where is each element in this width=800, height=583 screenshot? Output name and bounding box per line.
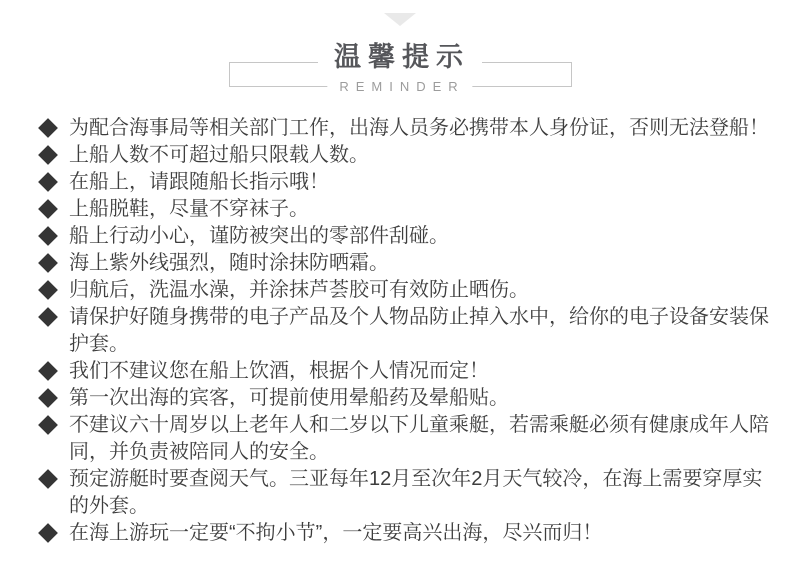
diamond-bullet-icon <box>38 253 58 273</box>
page-subtitle: REMINDER <box>327 80 472 93</box>
tip-item <box>38 277 773 304</box>
diamond-bullet-icon <box>38 226 58 246</box>
tip-item <box>38 385 773 412</box>
diamond-bullet-icon <box>38 145 58 165</box>
tip-text: 海上紫外线强烈，随时涂抹防晒霜。 <box>69 252 389 274</box>
tip-text: 在船上，请跟随船长指示哦！ <box>69 171 329 193</box>
tip-item <box>38 115 773 142</box>
diamond-bullet-icon <box>38 199 58 219</box>
tip-item <box>38 223 773 250</box>
tip-text: 请保护好随身携带的电子产品及个人物品防止掉入水中，给你的电子设备安装保护套。 <box>69 306 769 355</box>
tip-item <box>38 412 773 466</box>
diamond-bullet-icon <box>38 523 58 543</box>
diamond-bullet-icon <box>38 388 58 408</box>
tip-item <box>38 304 773 358</box>
tip-text: 第一次出海的宾客，可提前使用晕船药及晕船贴。 <box>69 387 509 409</box>
tip-text: 我们不建议您在船上饮酒，根据个人情况而定！ <box>69 360 489 382</box>
header-box <box>229 42 572 94</box>
tip-text: 上船人数不可超过船只限载人数。 <box>69 144 369 166</box>
tip-item <box>38 250 773 277</box>
diamond-bullet-icon <box>38 172 58 192</box>
tip-item <box>38 169 773 196</box>
tip-item <box>38 358 773 385</box>
tip-item <box>38 142 773 169</box>
diamond-bullet-icon <box>38 361 58 381</box>
tip-text: 上船脱鞋，尽量不穿袜子。 <box>69 198 309 220</box>
tip-text: 预定游艇时要查阅天气。三亚每年12月至次年2月天气较冷，在海上需要穿厚实的外套。 <box>69 468 763 517</box>
tip-text: 在海上游玩一定要“不拘小节”，一定要高兴出海，尽兴而归！ <box>69 522 603 544</box>
diamond-bullet-icon <box>38 307 58 327</box>
tip-text: 不建议六十周岁以上老年人和二岁以下儿童乘艇，若需乘艇必须有健康成年人陪同，并负责被陪同人的安全。 <box>69 414 769 463</box>
diamond-bullet-icon <box>38 280 58 300</box>
tips-list <box>0 115 800 547</box>
diamond-bullet-icon <box>38 118 58 138</box>
diamond-bullet-icon <box>38 469 58 489</box>
tip-text: 归航后，洗温水澡，并涂抹芦荟胶可有效防止晒伤。 <box>69 279 529 301</box>
tip-text: 船上行动小心，谨防被突出的零部件刮碰。 <box>69 225 449 247</box>
tip-text: 为配合海事局等相关部门工作，出海人员务必携带本人身份证，否则无法登船！ <box>69 117 769 139</box>
tip-item <box>38 196 773 223</box>
page-title: 温馨提示 <box>318 44 482 71</box>
tip-item <box>38 520 773 547</box>
diamond-bullet-icon <box>38 415 58 435</box>
tip-item <box>38 466 773 520</box>
down-triangle-icon <box>384 13 416 26</box>
